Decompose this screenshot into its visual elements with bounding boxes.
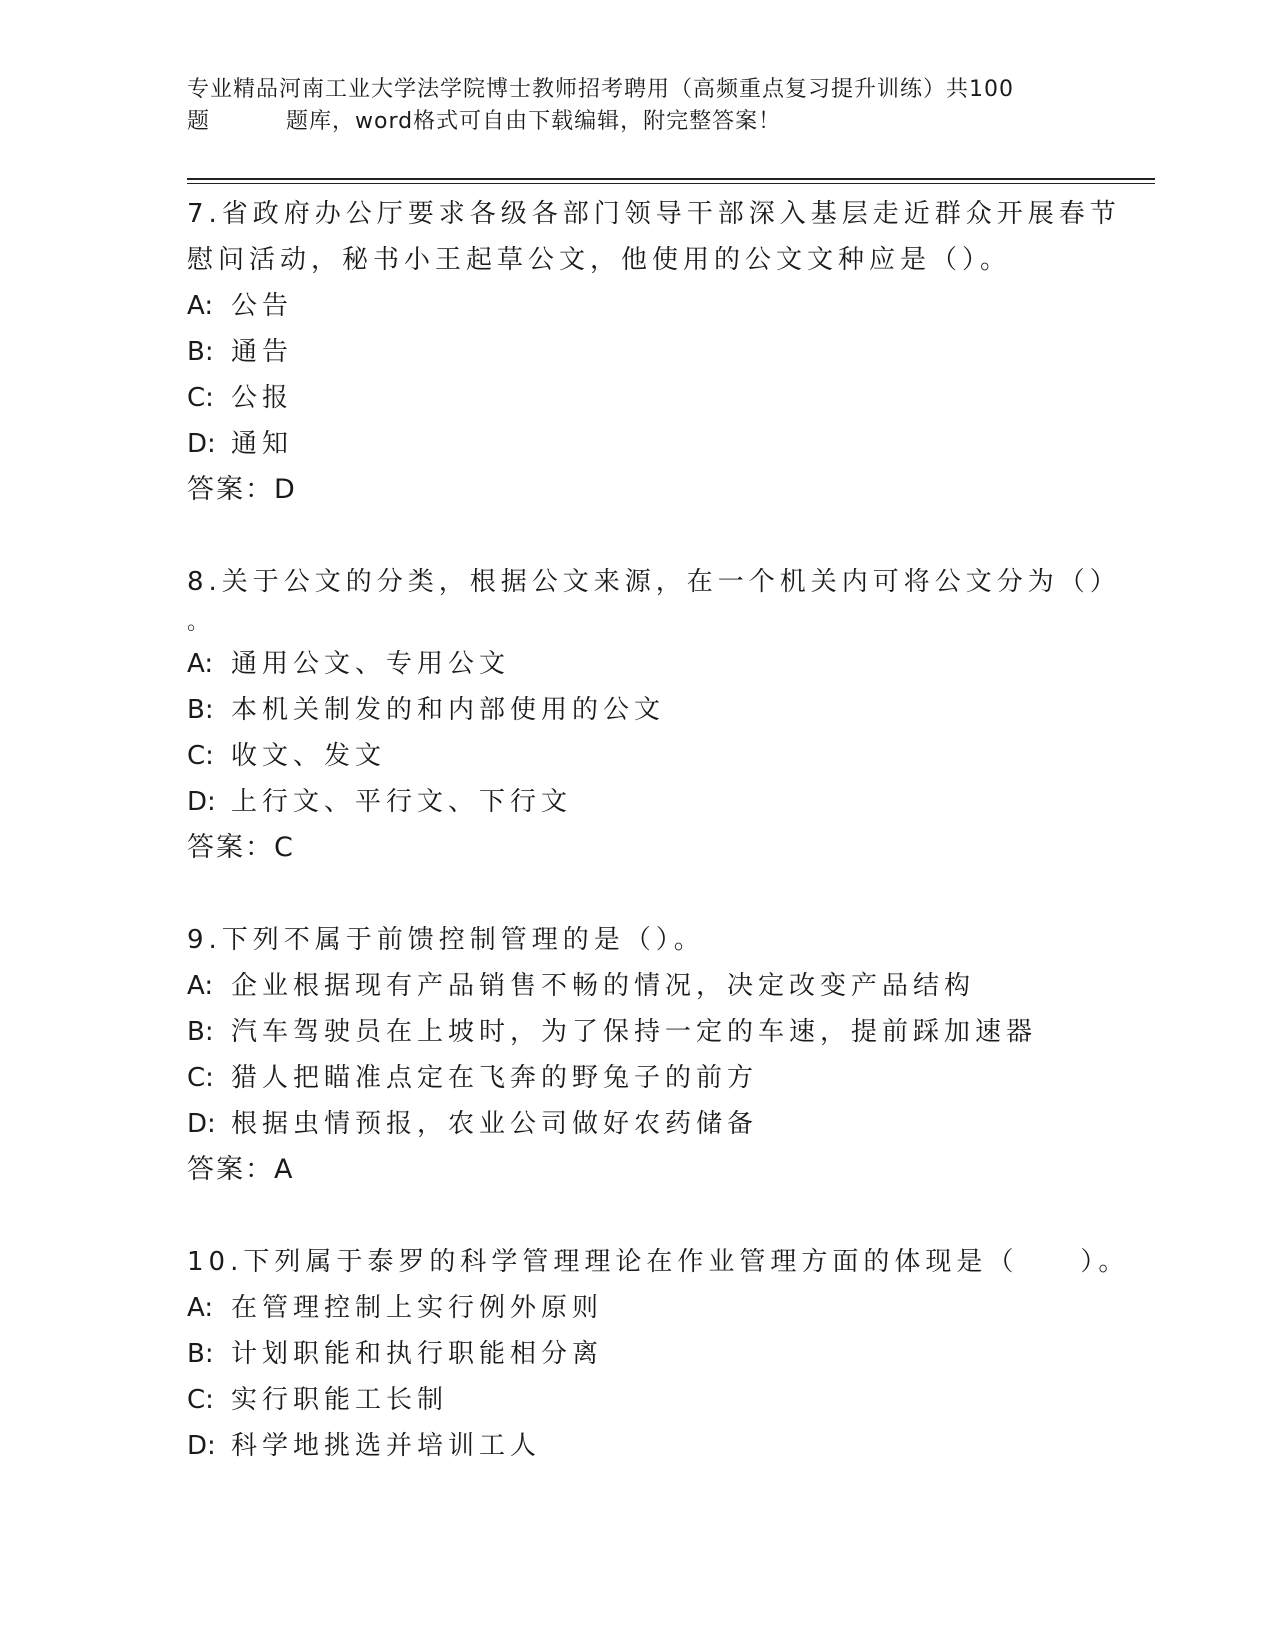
option-text: 猎人把瞄准点定在飞奔的野兔子的前方 [231, 1063, 759, 1093]
option-b [187, 687, 1087, 733]
option-key: C: [187, 741, 214, 771]
option-d [187, 1101, 1087, 1147]
option-key: B: [187, 1017, 214, 1047]
option-text: 本机关制发的和内部使用的公文 [231, 695, 666, 725]
question-item [187, 559, 1121, 871]
option-b [187, 1009, 1087, 1055]
option-b [187, 1331, 1087, 1377]
question-item [187, 191, 1121, 513]
option-key: C: [187, 383, 214, 413]
option-c [187, 375, 1087, 421]
option-d [187, 779, 1087, 825]
option-key: C: [187, 1385, 214, 1415]
question-stem: 10.下列属于泰罗的科学管理理论在作业管理方面的体现是（ ）。 [187, 1247, 1130, 1277]
option-c [187, 733, 1087, 779]
option-key: D: [187, 1431, 216, 1461]
option-a [187, 963, 1087, 1009]
option-text: 通用公文、专用公文 [231, 649, 511, 679]
question-stem-continued: 。 [187, 610, 215, 635]
option-a [187, 1285, 1087, 1331]
option-text: 收文、发文 [231, 741, 387, 771]
option-key: A: [187, 649, 214, 679]
question-item [187, 1239, 1130, 1469]
question-stem: 9.下列不属于前馈控制管理的是（）。 [187, 925, 705, 955]
option-key: D: [187, 1109, 216, 1139]
option-key: B: [187, 1339, 214, 1369]
option-text: 通知 [231, 429, 294, 459]
option-key: A: [187, 1293, 214, 1323]
option-text: 企业根据现有产品销售不畅的情况，决定改变产品结构 [231, 971, 976, 1001]
answer-line: 答案：D [187, 474, 297, 505]
header-divider [187, 178, 1155, 180]
option-text: 上行文、平行文、下行文 [231, 787, 573, 817]
document-header [187, 74, 1087, 138]
option-text: 实行职能工长制 [231, 1385, 449, 1415]
header-title-line1: 专业精品河南工业大学法学院博士教师招考聘用（高频重点复习提升训练）共100 [187, 77, 1014, 102]
option-text: 计划职能和执行职能相分离 [231, 1339, 604, 1369]
question-stem: 8.关于公文的分类，根据公文来源，在一个机关内可将公文分为（） [187, 567, 1121, 597]
question-stem-continued: 慰问活动，秘书小王起草公文，他使用的公文文种应是（）。 [187, 245, 1012, 275]
option-key: B: [187, 695, 214, 725]
option-text: 通告 [231, 337, 294, 367]
option-key: A: [187, 971, 214, 1001]
question-list [187, 191, 1130, 1469]
question-stem: 7.省政府办公厅要求各级各部门领导干部深入基层走近群众开展春节 [187, 199, 1121, 229]
answer-line: 答案：A [187, 1154, 295, 1185]
option-d [187, 1423, 1087, 1469]
option-key: D: [187, 429, 216, 459]
header-line2-left: 题 [187, 109, 211, 134]
option-key: D: [187, 787, 216, 817]
option-c [187, 1055, 1087, 1101]
header-line2-right: 题库，word格式可自由下载编辑，附完整答案！ [286, 109, 782, 134]
option-text: 公报 [231, 383, 294, 413]
option-c [187, 1377, 1087, 1423]
option-key: C: [187, 1063, 214, 1093]
option-text: 公告 [231, 291, 294, 321]
option-text: 汽车驾驶员在上坡时，为了保持一定的车速，提前踩加速器 [231, 1017, 1038, 1047]
option-key: B: [187, 337, 214, 367]
question-item [187, 917, 1087, 1193]
option-text: 根据虫情预报，农业公司做好农药储备 [231, 1109, 759, 1139]
header-title-line2 [187, 106, 1087, 138]
option-key: A: [187, 291, 214, 321]
option-d [187, 421, 1087, 467]
option-a [187, 641, 1087, 687]
option-text: 科学地挑选并培训工人 [231, 1431, 542, 1461]
header-divider-thin [187, 183, 1155, 184]
option-b [187, 329, 1087, 375]
answer-line: 答案：C [187, 832, 295, 863]
option-a [187, 283, 1087, 329]
option-text: 在管理控制上实行例外原则 [231, 1293, 604, 1323]
